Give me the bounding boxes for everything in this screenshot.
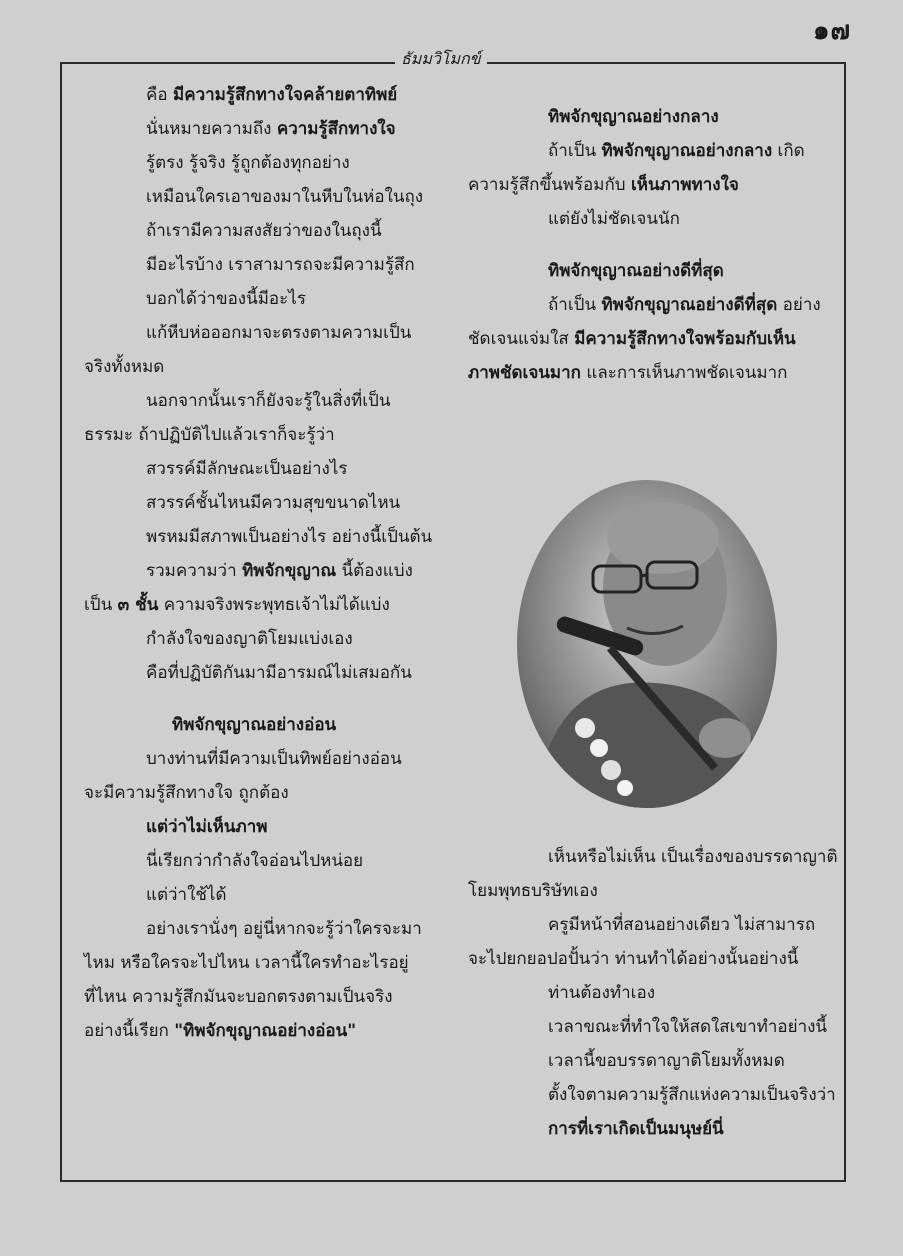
text-line: การที่เราเกิดเป็นมนุษย์นี่	[548, 1119, 724, 1139]
text-line: ถ้าเรามีความสงสัยว่าของในถุงนี้	[146, 221, 382, 241]
text-line: จะมีความรู้สึกทางใจ ถูกต้อง	[84, 783, 289, 803]
text-line: ชัดเจนแจ่มใส มีความรู้สึกทางใจพร้อมกับเห็น	[468, 329, 796, 349]
left-column	[84, 78, 454, 1048]
text-line: ท่านต้องทำเอง	[548, 983, 655, 1003]
text-line: ตั้งใจตามความรู้สึกแห่งความเป็นจริงว่า	[548, 1085, 836, 1105]
text-line: กำลังใจของญาติโยมแบ่งเอง	[146, 629, 353, 649]
text-line: ธรรมะ ถ้าปฏิบัติไปแล้วเราก็จะรู้ว่า	[84, 425, 335, 445]
text-line: อย่างเรานั่งๆ อยู่นี่หากจะรู้ว่าใครจะมา	[146, 919, 422, 939]
text-line: ครูมีหน้าที่สอนอย่างเดียว ไม่สามารถ	[548, 915, 816, 935]
text-line: สวรรค์ชั้นไหนมีความสุขขนาดไหน	[146, 493, 401, 513]
monk-portrait-photo	[515, 478, 779, 810]
section-heading: ทิพจักขุญาณอย่างกลาง	[548, 107, 719, 127]
text-line: พรหมมีสภาพเป็นอย่างไร อย่างนี้เป็นต้น	[146, 527, 433, 547]
text-line: แต่ว่าไม่เห็นภาพ	[146, 817, 268, 837]
text-line: อย่างนี้เรียก "ทิพจักขุญาณอย่างอ่อน"	[84, 1021, 357, 1041]
text-line: เวลานี้ขอบรรดาญาติโยมทั้งหมด	[548, 1051, 785, 1071]
text-line: ถ้าเป็น ทิพจักขุญาณอย่างกลาง เกิด	[548, 141, 805, 161]
text-line: แต่ยังไม่ชัดเจนนัก	[548, 209, 680, 229]
running-head: ธัมมวิโมกข์	[395, 47, 487, 72]
text-line: เวลาขณะที่ทำใจให้สดใสเขาทำอย่างนี้	[548, 1017, 828, 1037]
text-line: คือ มีความรู้สึกทางใจคล้ายตาทิพย์	[146, 85, 398, 105]
text-line: ไหม หรือใครจะไปไหน เวลานี้ใครทำอะไรอยู่	[84, 953, 409, 973]
text-line: บอกได้ว่าของนี้มีอะไร	[146, 289, 306, 309]
text-line: นั่นหมายความถึง ความรู้สึกทางใจ	[146, 119, 396, 139]
text-line: เหมือนใครเอาของมาในหีบในห่อในถุง	[146, 187, 424, 207]
text-line: ภาพชัดเจนมาก และการเห็นภาพชัดเจนมาก	[468, 363, 788, 383]
text-line: นอกจากนั้นเราก็ยังจะรู้ในสิ่งที่เป็น	[146, 391, 391, 411]
text-line: จริงทั้งหมด	[84, 357, 165, 377]
text-line: แต่ว่าใช้ได้	[146, 885, 227, 905]
text-line: ความรู้สึกขึ้นพร้อมกับ เห็นภาพทางใจ	[468, 175, 739, 195]
text-line: รู้ตรง รู้จริง รู้ถูกต้องทุกอย่าง	[146, 153, 350, 173]
text-line: ที่ไหน ความรู้สึกมันจะบอกตรงตามเป็นจริง	[84, 987, 393, 1007]
right-column-bottom	[468, 840, 838, 1146]
text-line: คือที่ปฏิบัติกันมามีอารมณ์ไม่เสมอกัน	[146, 663, 412, 683]
text-line: บางท่านที่มีความเป็นทิพย์อย่างอ่อน	[146, 749, 402, 769]
text-line: ถ้าเป็น ทิพจักขุญาณอย่างดีที่สุด อย่าง	[548, 295, 821, 315]
text-line: สวรรค์มีลักษณะเป็นอย่างไร	[146, 459, 348, 479]
text-line: รวมความว่า ทิพจักขุญาณ นี้ต้องแบ่ง	[146, 561, 413, 581]
text-line: แก้หีบห่อออกมาจะตรงตามความเป็น	[146, 323, 412, 343]
section-heading: ทิพจักขุญาณอย่างดีที่สุด	[548, 261, 724, 281]
right-column-top	[468, 100, 830, 390]
text-line: เห็นหรือไม่เห็น เป็นเรื่องของบรรดาญาติ	[548, 847, 838, 867]
text-line: นี่เรียกว่ากำลังใจอ่อนไปหน่อย	[146, 851, 364, 871]
section-heading: ทิพจักขุญาณอย่างอ่อน	[172, 715, 337, 735]
text-line: เป็น ๓ ชั้น ความจริงพระพุทธเจ้าไม่ได้แบ่ง	[84, 595, 390, 615]
text-line: มีอะไรบ้าง เราสามารถจะมีความรู้สึก	[146, 255, 415, 275]
text-line: จะไปยกยอปอปั้นว่า ท่านทำได้อย่างนั้นอย่างนี้	[468, 949, 799, 969]
page-number: ๑๗	[812, 16, 851, 46]
text-line: โยมพุทธบริษัทเอง	[468, 881, 598, 901]
